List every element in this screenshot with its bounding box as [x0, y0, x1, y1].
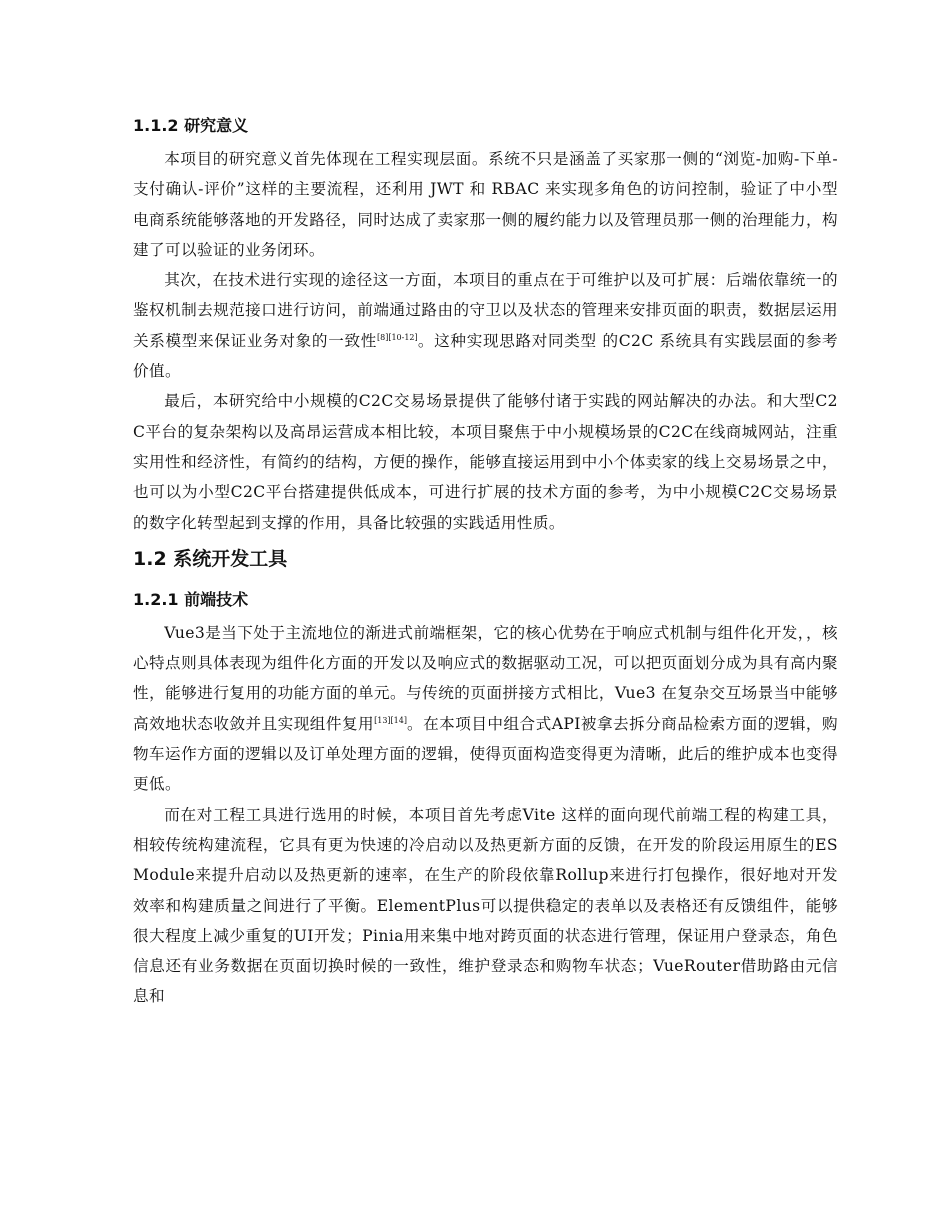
paragraph-significance-practical: 最后，本研究给中小规模的C2C交易场景提供了能够付诸于实践的网站解决的办法。和大型C2C平台的复杂架构以及高昂运营成本相比较，本项目聚焦于中小规模场景的C2C在线商城网站，注重实用性和经济性，有简约的结构，方便的操作，能够直接运用到中小个体卖家的线上交易场景之中，也可以为小型C2C平台搭建提供低成本，可进行扩展的技术方面的参考，为中小规模C2C交易场景的数字化转型起到支撑的作用，具备比较强的实践适用性质。 — [133, 392, 838, 532]
paragraph-text: 。这种实现思路对同类型 的C2C 系统具有实践层面的参考价值。 — [133, 331, 838, 381]
paragraph-significance-engineering: 本项目的研究意义首先体现在工程实现层面。系统不只是涵盖了买家那一侧的“浏览-加购-下单-支付确认-评价”这样的主要流程，还利用 JWT 和 RBAC 来实现多角色的访问控制，验证了中小型电商系统能够落地的开发路径，同时达成了卖家那一侧的履约能力以及管理员那一侧的治理能力，构建了可以验证的业务闭环。 — [133, 150, 838, 259]
section-heading-1-2: 1.2 系统开发工具 — [133, 547, 288, 570]
citation-marker: [13][14] — [374, 715, 407, 725]
paragraph-build-tools: 而在对工程工具进行选用的时候，本项目首先考虑Vite 这样的面向现代前端工程的构建工具，相较传统构建流程，它具有更为快速的冷启动以及热更新方面的反馈，在开发的阶段运用原生的ESModule来提升启动以及热更新的速率，在生产的阶段依靠Rollup来进行打包操作，很好地对开发效率和构建质量之间进行了平衡。ElementPlus可以提供稳定的表单以及表格还有反馈组件，能够很大程度上减少重复的UI开发；Pinia用来集中地对跨页面的状态进行管理，保证用户登录态，角色信息还有业务数据在页面切换时候的一致性，维护登录态和购物车状态；VueRouter借助路由元信息和 — [133, 805, 838, 1006]
paragraph-vue3 — [133, 618, 838, 800]
paragraph-text: Vue3是当下处于主流地位的渐进式前端框架，它的核心优势在于响应式机制与组件化开发，，核心特点则具体表现为组件化方面的开发以及响应式的数据驱动工况，可以把页面划分成为具有高内聚性，能够进行复用的功能方面的单元。与传统的页面拼接方式相比，Vue3 在复杂交互场景当中能够高效地状态收敛并且实现组件复用 — [133, 623, 838, 733]
paragraph-significance-technical — [133, 265, 838, 386]
paragraph-text: 。在本项目中组合式API被拿去拆分商品检索方面的逻辑，购物车运作方面的逻辑以及订单处理方面的逻辑，使得页面构造变得更为清晰，此后的维护成本也变得更低。 — [133, 714, 838, 794]
section-heading-1-2-1: 1.2.1 前端技术 — [133, 589, 249, 609]
page-content — [133, 112, 838, 1012]
section-heading-1-1-2: 1.1.2 研究意义 — [133, 116, 249, 135]
paragraph-text: 其次，在技术进行实现的途径这一方面，本项目的重点在于可维护以及可扩展：后端依靠统一的鉴权机制去规范接口进行访问，前端通过路由的守卫以及状态的管理来安排页面的职责，数据层运用关系模型来保证业务对象的一致性 — [133, 271, 838, 350]
citation-marker: [8][10-12] — [376, 332, 418, 342]
